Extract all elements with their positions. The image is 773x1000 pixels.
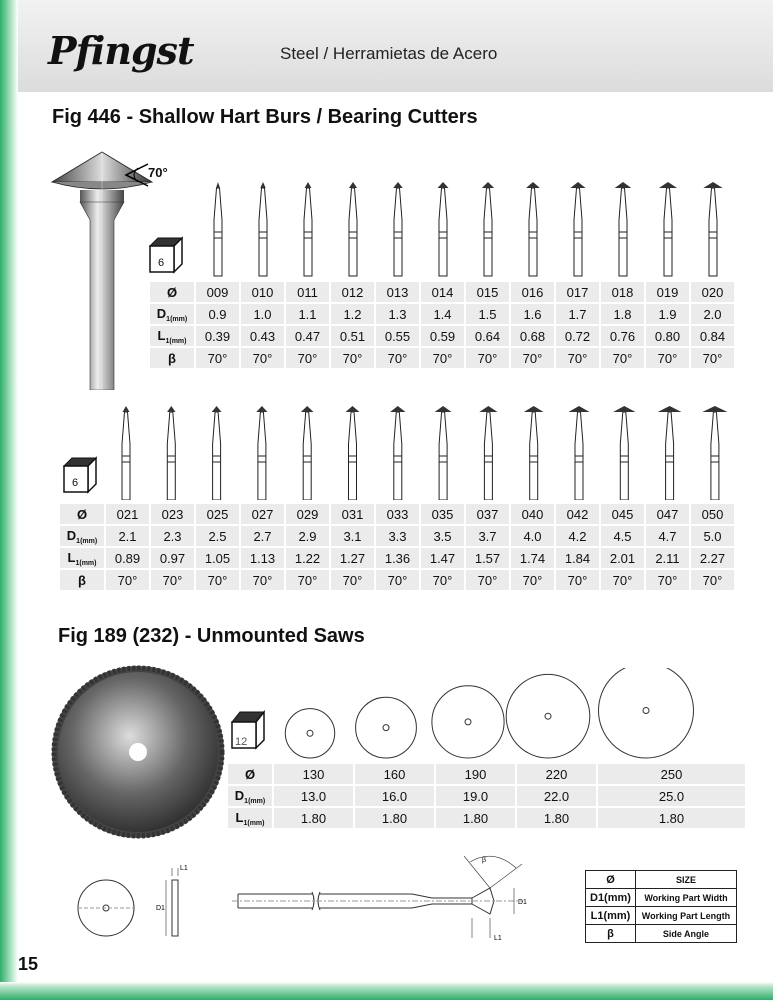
cell-sizes: 019 [646,282,689,302]
bur-silhouette [214,182,222,276]
cell-sizes: 035 [421,504,464,524]
bur-silhouette [122,406,130,500]
page-number: 15 [18,954,39,974]
bur-silhouette [703,182,722,276]
cell-sizes: 047 [646,504,689,524]
cell-l1: 1.80 [355,808,434,828]
cell-sizes: 033 [376,504,419,524]
beta-label: β [60,570,104,590]
cell-beta: 70° [466,348,509,368]
cell-sizes: 016 [511,282,554,302]
legend-key: Ø [586,871,636,889]
cell-sizes: 014 [421,282,464,302]
cell-beta: 70° [151,570,194,590]
bur-silhouette [659,182,677,276]
cell-beta: 70° [466,570,509,590]
bur-silhouette [613,406,635,500]
cell-d1: 5.0 [691,526,734,546]
bur-silhouette [438,182,449,276]
cell-sizes: 250 [598,764,745,784]
cell-beta: 70° [601,348,644,368]
cell-sizes: 023 [151,504,194,524]
cell-l1: 0.68 [511,326,554,346]
legend-row [586,907,737,925]
bur-illustrations-row1 [196,180,741,278]
cell-sizes: 042 [556,504,599,524]
d1-row [150,304,734,324]
bur-silhouette [304,182,312,276]
cell-l1: 0.43 [241,326,284,346]
cell-sizes: 050 [691,504,734,524]
cell-sizes: 040 [511,504,554,524]
cell-beta: 70° [646,570,689,590]
legend-row [586,871,737,889]
bur-silhouette [524,406,544,500]
cell-l1: 1.80 [598,808,745,828]
cell-sizes: 009 [196,282,239,302]
saw-disc-outline [506,674,590,758]
cell-beta: 70° [241,570,284,590]
cell-l1: 1.80 [436,808,515,828]
fig446-table2 [58,502,736,592]
cell-sizes: 037 [466,504,509,524]
saw-dimension-diagram [76,858,196,938]
cell-beta: 70° [511,570,554,590]
d1-dim-label: D1 [518,899,527,906]
cell-sizes: 015 [466,282,509,302]
cell-d1: 1.7 [556,304,599,324]
bur-silhouette [615,182,632,276]
cell-sizes: 010 [241,282,284,302]
cell-d1: 16.0 [355,786,434,806]
saw-disc-illustration [50,664,226,840]
bur-silhouette [390,406,405,500]
cell-l1: 0.55 [376,326,419,346]
pack-quantity: 6 [72,477,79,489]
beta-dim-label: β [482,857,487,864]
cell-d1: 25.0 [598,786,745,806]
cell-d1: 4.7 [646,526,689,546]
bur-silhouette [702,406,727,500]
cell-beta: 70° [196,570,239,590]
cell-beta: 70° [556,348,599,368]
cell-beta: 70° [196,348,239,368]
bur-silhouette [569,406,590,500]
cell-beta: 70° [556,570,599,590]
bur-silhouette [435,406,452,500]
cell-beta: 70° [691,348,734,368]
cell-l1: 1.22 [286,548,329,568]
bur-silhouette [349,182,357,276]
cell-sizes: 045 [601,504,644,524]
cell-sizes: 018 [601,282,644,302]
cell-sizes: 012 [331,282,374,302]
cell-beta: 70° [421,570,464,590]
cell-beta: 70° [331,348,374,368]
beta-row [60,570,734,590]
bur-silhouette [346,406,360,500]
cell-d1: 2.7 [241,526,284,546]
cell-beta: 70° [376,570,419,590]
cell-l1: 0.89 [106,548,149,568]
cell-d1: 4.2 [556,526,599,546]
cell-l1: 2.01 [601,548,644,568]
saw-disc-outline [432,686,504,758]
legend-row [586,925,737,943]
left-accent-bar [0,0,18,1000]
cell-d1: 4.5 [601,526,644,546]
cell-d1: 22.0 [517,786,596,806]
legend-value: Side Angle [635,925,736,943]
angle-label: 70° [148,165,168,180]
l1-row [228,808,745,828]
l1-dim-label: L1 [494,935,502,942]
cell-beta: 70° [376,348,419,368]
cell-l1: 2.27 [691,548,734,568]
legend-key: β [586,925,636,943]
cell-sizes: 021 [106,504,149,524]
cell-sizes: 160 [355,764,434,784]
bur-silhouette [167,406,175,500]
d1-label: $D_{1(mm)}$ [150,304,194,324]
header-title: Steel / Herramietas de Acero [280,44,498,63]
d1-row [228,786,745,806]
bur-silhouette [570,182,585,276]
cell-beta: 70° [421,348,464,368]
cell-l1: 1.47 [421,548,464,568]
cell-d1: 1.3 [376,304,419,324]
cell-beta: 70° [601,570,644,590]
cell-sizes: 130 [274,764,353,784]
legend-row [586,889,737,907]
cell-l1: 0.59 [421,326,464,346]
legend-key: L1(mm) [586,907,636,925]
cell-l1: 0.76 [601,326,644,346]
bur-silhouette [479,406,497,500]
cell-sizes: 011 [286,282,329,302]
l1-label: $L_{1(mm)}$ [60,548,104,568]
angle-icon [120,160,150,190]
cell-d1: 1.4 [421,304,464,324]
bur-silhouette [658,406,682,500]
cell-l1: 1.36 [376,548,419,568]
saw-disc-sizes [270,668,740,764]
cell-beta: 70° [286,348,329,368]
cell-l1: 0.47 [286,326,329,346]
pack-quantity: 12 [235,736,248,748]
cell-beta: 70° [241,348,284,368]
saw-disc-outline [285,709,334,758]
l1-label: $L_{1(mm)}$ [228,808,272,828]
cell-sizes: 027 [241,504,284,524]
bur-illustrations-row2 [106,404,741,500]
bur-silhouette [526,182,540,276]
size-row [228,764,745,784]
saw-disc-outline [356,697,417,758]
cell-d1: 0.9 [196,304,239,324]
cell-d1: 1.8 [601,304,644,324]
cell-beta: 70° [286,570,329,590]
cell-l1: 0.39 [196,326,239,346]
cell-sizes: 190 [436,764,515,784]
pack-quantity: 6 [158,257,165,269]
package-box-icon [146,236,188,274]
cell-l1: 0.72 [556,326,599,346]
l1-dim-label: L1 [180,865,188,872]
cell-d1: 13.0 [274,786,353,806]
legend-value: SIZE [635,871,736,889]
cell-d1: 1.0 [241,304,284,324]
cell-l1: 1.05 [196,548,239,568]
cell-l1: 1.80 [274,808,353,828]
cell-d1: 2.9 [286,526,329,546]
d1-row [60,526,734,546]
cell-l1: 1.57 [466,548,509,568]
bur-dimension-diagram [232,848,562,948]
fig446-title: Fig 446 - Shallow Hart Burs / Bearing Cutters [52,106,478,128]
d1-dim-label: D1 [156,905,165,912]
package-box-icon [60,456,102,494]
cell-l1: 1.84 [556,548,599,568]
cell-l1: 2.11 [646,548,689,568]
page-header [18,0,773,92]
cell-l1: 1.27 [331,548,374,568]
cell-d1: 3.3 [376,526,419,546]
fig189-table [226,762,747,830]
cell-d1: 19.0 [436,786,515,806]
cell-d1: 1.9 [646,304,689,324]
legend-table [585,870,737,943]
l1-row [60,548,734,568]
cell-sizes: 031 [331,504,374,524]
cell-d1: 2.3 [151,526,194,546]
cell-d1: 1.1 [286,304,329,324]
size-label: Ø [60,504,104,524]
bur-silhouette [393,182,403,276]
bur-silhouette [212,406,222,500]
size-label: Ø [228,764,272,784]
bur-silhouette [482,182,494,276]
d1-label: $D_{1(mm)}$ [60,526,104,546]
legend-key: D1(mm) [586,889,636,907]
d1-label: $D_{1(mm)}$ [228,786,272,806]
cell-d1: 2.1 [106,526,149,546]
cell-d1: 3.7 [466,526,509,546]
cell-beta: 70° [106,570,149,590]
cell-l1: 0.80 [646,326,689,346]
fig189-title: Fig 189 (232) - Unmounted Saws [58,625,365,647]
cell-l1: 1.13 [241,548,284,568]
size-row [150,282,734,302]
legend-value: Working Part Length [635,907,736,925]
brand-logo: Pfingst [48,28,194,73]
cell-d1: 3.1 [331,526,374,546]
bur-silhouette [256,406,267,500]
cell-sizes: 017 [556,282,599,302]
cell-d1: 1.5 [466,304,509,324]
cell-d1: 3.5 [421,526,464,546]
l1-row [150,326,734,346]
cell-beta: 70° [331,570,374,590]
cell-sizes: 013 [376,282,419,302]
cell-sizes: 029 [286,504,329,524]
beta-row [150,348,734,368]
bottom-accent-bar [0,982,773,1000]
cell-d1: 1.2 [331,304,374,324]
cell-l1: 0.84 [691,326,734,346]
beta-label: β [150,348,194,368]
fig446-table1 [148,280,736,370]
legend-value: Working Part Width [635,889,736,907]
cell-l1: 0.51 [331,326,374,346]
cell-d1: 1.6 [511,304,554,324]
cell-l1: 0.64 [466,326,509,346]
cell-sizes: 020 [691,282,734,302]
cell-d1: 2.5 [196,526,239,546]
cell-l1: 1.80 [517,808,596,828]
l1-label: $L_{1(mm)}$ [150,326,194,346]
cell-d1: 4.0 [511,526,554,546]
cell-sizes: 220 [517,764,596,784]
size-label: Ø [150,282,194,302]
cell-beta: 70° [646,348,689,368]
cell-beta: 70° [511,348,554,368]
size-row [60,504,734,524]
cell-l1: 0.97 [151,548,194,568]
bur-silhouette [301,406,314,500]
cell-sizes: 025 [196,504,239,524]
bur-silhouette [259,182,267,276]
cell-l1: 1.74 [511,548,554,568]
cell-beta: 70° [691,570,734,590]
cell-d1: 2.0 [691,304,734,324]
